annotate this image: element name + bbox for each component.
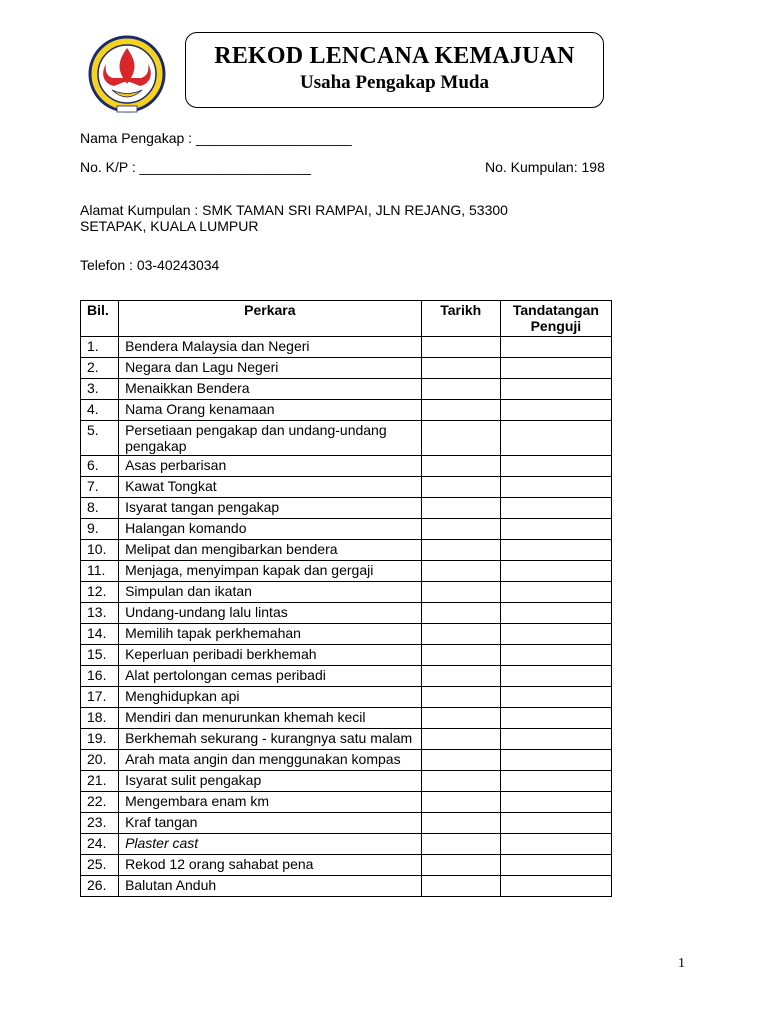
- row-tarikh-cell[interactable]: [421, 729, 500, 750]
- row-tarikh-cell[interactable]: [421, 421, 500, 456]
- table-row: [81, 540, 612, 561]
- table-row: [81, 855, 612, 876]
- row-perkara: Isyarat tangan pengakap: [119, 498, 422, 519]
- row-perkara: Berkhemah sekurang - kurangnya satu malam: [119, 729, 422, 750]
- row-perkara: Negara dan Lagu Negeri: [119, 358, 422, 379]
- row-signature-cell[interactable]: [500, 792, 611, 813]
- table-row: [81, 708, 612, 729]
- row-tarikh-cell[interactable]: [421, 708, 500, 729]
- row-perkara: Memilih tapak perkhemahan: [119, 624, 422, 645]
- row-bil: 23.: [81, 813, 119, 834]
- row-bil: 5.: [81, 421, 119, 456]
- table-row: [81, 645, 612, 666]
- row-tarikh-cell[interactable]: [421, 645, 500, 666]
- row-signature-cell[interactable]: [500, 624, 611, 645]
- row-signature-cell[interactable]: [500, 582, 611, 603]
- row-bil: 18.: [81, 708, 119, 729]
- row-perkara: Plaster cast: [119, 834, 422, 855]
- row-bil: 20.: [81, 750, 119, 771]
- row-bil: 15.: [81, 645, 119, 666]
- table-row: [81, 792, 612, 813]
- table-row: [81, 603, 612, 624]
- row-bil: 26.: [81, 876, 119, 897]
- row-bil: 12.: [81, 582, 119, 603]
- row-signature-cell[interactable]: [500, 834, 611, 855]
- row-bil: 14.: [81, 624, 119, 645]
- row-perkara: Melipat dan mengibarkan bendera: [119, 540, 422, 561]
- header-perkara: Perkara: [119, 301, 422, 337]
- row-signature-cell[interactable]: [500, 708, 611, 729]
- row-perkara: Nama Orang kenamaan: [119, 400, 422, 421]
- row-signature-cell[interactable]: [500, 519, 611, 540]
- table-row: [81, 582, 612, 603]
- row-bil: 4.: [81, 400, 119, 421]
- row-bil: 13.: [81, 603, 119, 624]
- row-signature-cell[interactable]: [500, 421, 611, 456]
- row-bil: 16.: [81, 666, 119, 687]
- row-signature-cell[interactable]: [500, 876, 611, 897]
- alamat-kumpulan-line2: SETAPAK, KUALA LUMPUR: [80, 218, 259, 234]
- row-perkara: Rekod 12 orang sahabat pena: [119, 855, 422, 876]
- row-signature-cell[interactable]: [500, 477, 611, 498]
- row-tarikh-cell[interactable]: [421, 813, 500, 834]
- table-row: [81, 876, 612, 897]
- table-row: [81, 687, 612, 708]
- table-row: [81, 624, 612, 645]
- row-perkara: Kraf tangan: [119, 813, 422, 834]
- row-signature-cell[interactable]: [500, 540, 611, 561]
- no-kp-field: No. K/P : ______________________: [80, 159, 311, 175]
- row-signature-cell[interactable]: [500, 729, 611, 750]
- row-signature-cell[interactable]: [500, 358, 611, 379]
- table-row: [81, 456, 612, 477]
- row-tarikh-cell[interactable]: [421, 666, 500, 687]
- table-row: [81, 477, 612, 498]
- row-bil: 9.: [81, 519, 119, 540]
- header-tandatangan-penguji: Tandatangan Penguji: [500, 301, 611, 337]
- row-signature-cell[interactable]: [500, 855, 611, 876]
- row-tarikh-cell[interactable]: [421, 876, 500, 897]
- row-tarikh-cell[interactable]: [421, 400, 500, 421]
- row-bil: 8.: [81, 498, 119, 519]
- row-perkara: Arah mata angin dan menggunakan kompas: [119, 750, 422, 771]
- row-perkara: Bendera Malaysia dan Negeri: [119, 337, 422, 358]
- row-perkara: Mengembara enam km: [119, 792, 422, 813]
- row-signature-cell[interactable]: [500, 603, 611, 624]
- title-box: [185, 32, 604, 108]
- row-bil: 10.: [81, 540, 119, 561]
- row-bil: 19.: [81, 729, 119, 750]
- row-bil: 1.: [81, 337, 119, 358]
- row-bil: 11.: [81, 561, 119, 582]
- row-tarikh-cell[interactable]: [421, 750, 500, 771]
- row-tarikh-cell[interactable]: [421, 540, 500, 561]
- row-signature-cell[interactable]: [500, 813, 611, 834]
- row-bil: 22.: [81, 792, 119, 813]
- telefon-field: Telefon : 03-40243034: [80, 257, 220, 273]
- row-tarikh-cell[interactable]: [421, 498, 500, 519]
- table-row: [81, 519, 612, 540]
- row-perkara: Asas perbarisan: [119, 456, 422, 477]
- table-row: [81, 337, 612, 358]
- row-tarikh-cell[interactable]: [421, 561, 500, 582]
- row-tarikh-cell[interactable]: [421, 624, 500, 645]
- row-signature-cell[interactable]: [500, 666, 611, 687]
- table-row: [81, 771, 612, 792]
- row-bil: 21.: [81, 771, 119, 792]
- scout-emblem-logo: [84, 34, 174, 116]
- table-row: [81, 400, 612, 421]
- row-perkara: Menghidupkan api: [119, 687, 422, 708]
- row-tarikh-cell[interactable]: [421, 855, 500, 876]
- row-perkara: Undang-undang lalu lintas: [119, 603, 422, 624]
- row-perkara: Isyarat sulit pengakap: [119, 771, 422, 792]
- row-signature-cell[interactable]: [500, 645, 611, 666]
- page-subtitle: Usaha Pengakap Muda: [300, 72, 489, 93]
- row-signature-cell[interactable]: [500, 379, 611, 400]
- row-bil: 3.: [81, 379, 119, 400]
- row-bil: 7.: [81, 477, 119, 498]
- row-perkara: Alat pertolongan cemas peribadi: [119, 666, 422, 687]
- no-kumpulan-field: No. Kumpulan: 198: [485, 159, 605, 175]
- row-perkara: Balutan Anduh: [119, 876, 422, 897]
- row-bil: 6.: [81, 456, 119, 477]
- row-perkara: Mendiri dan menurunkan khemah kecil: [119, 708, 422, 729]
- page-number: 1: [678, 956, 685, 971]
- row-tarikh-cell[interactable]: [421, 792, 500, 813]
- row-bil: 24.: [81, 834, 119, 855]
- row-tarikh-cell[interactable]: [421, 519, 500, 540]
- row-perkara: Simpulan dan ikatan: [119, 582, 422, 603]
- row-signature-cell[interactable]: [500, 771, 611, 792]
- row-tarikh-cell[interactable]: [421, 582, 500, 603]
- row-tarikh-cell[interactable]: [421, 337, 500, 358]
- table-row: [81, 813, 612, 834]
- row-perkara: Menaikkan Bendera: [119, 379, 422, 400]
- table-row: [81, 421, 612, 456]
- row-perkara: Keperluan peribadi berkhemah: [119, 645, 422, 666]
- row-tarikh-cell[interactable]: [421, 771, 500, 792]
- row-signature-cell[interactable]: [500, 498, 611, 519]
- row-bil: 17.: [81, 687, 119, 708]
- row-perkara: Kawat Tongkat: [119, 477, 422, 498]
- row-tarikh-cell[interactable]: [421, 456, 500, 477]
- table-row: [81, 729, 612, 750]
- table-header-row: [81, 301, 612, 337]
- row-signature-cell[interactable]: [500, 337, 611, 358]
- header-bil: Bil.: [81, 301, 119, 337]
- nama-pengakap-field: Nama Pengakap : ____________________: [80, 130, 352, 146]
- row-tarikh-cell[interactable]: [421, 834, 500, 855]
- row-tarikh-cell[interactable]: [421, 379, 500, 400]
- row-bil: 25.: [81, 855, 119, 876]
- alamat-kumpulan-line1: Alamat Kumpulan : SMK TAMAN SRI RAMPAI, JLN REJANG, 53300: [80, 202, 508, 218]
- row-perkara: Menjaga, menyimpan kapak dan gergaji: [119, 561, 422, 582]
- row-tarikh-cell[interactable]: [421, 687, 500, 708]
- table-row: [81, 379, 612, 400]
- badge-record-table: [80, 300, 612, 897]
- row-signature-cell[interactable]: [500, 561, 611, 582]
- table-row: [81, 358, 612, 379]
- table-row: [81, 834, 612, 855]
- row-bil: 2.: [81, 358, 119, 379]
- row-signature-cell[interactable]: [500, 687, 611, 708]
- row-tarikh-cell[interactable]: [421, 477, 500, 498]
- table-row: [81, 498, 612, 519]
- row-signature-cell[interactable]: [500, 750, 611, 771]
- page-title: REKOD LENCANA KEMAJUAN: [214, 43, 575, 69]
- row-signature-cell[interactable]: [500, 456, 611, 477]
- row-tarikh-cell[interactable]: [421, 603, 500, 624]
- table-row: [81, 666, 612, 687]
- row-perkara: Persetiaan pengakap dan undang-undang pengakap: [119, 421, 422, 456]
- row-perkara: Halangan komando: [119, 519, 422, 540]
- row-tarikh-cell[interactable]: [421, 358, 500, 379]
- table-row: [81, 750, 612, 771]
- table-row: [81, 561, 612, 582]
- row-signature-cell[interactable]: [500, 400, 611, 421]
- header-tarikh: Tarikh: [421, 301, 500, 337]
